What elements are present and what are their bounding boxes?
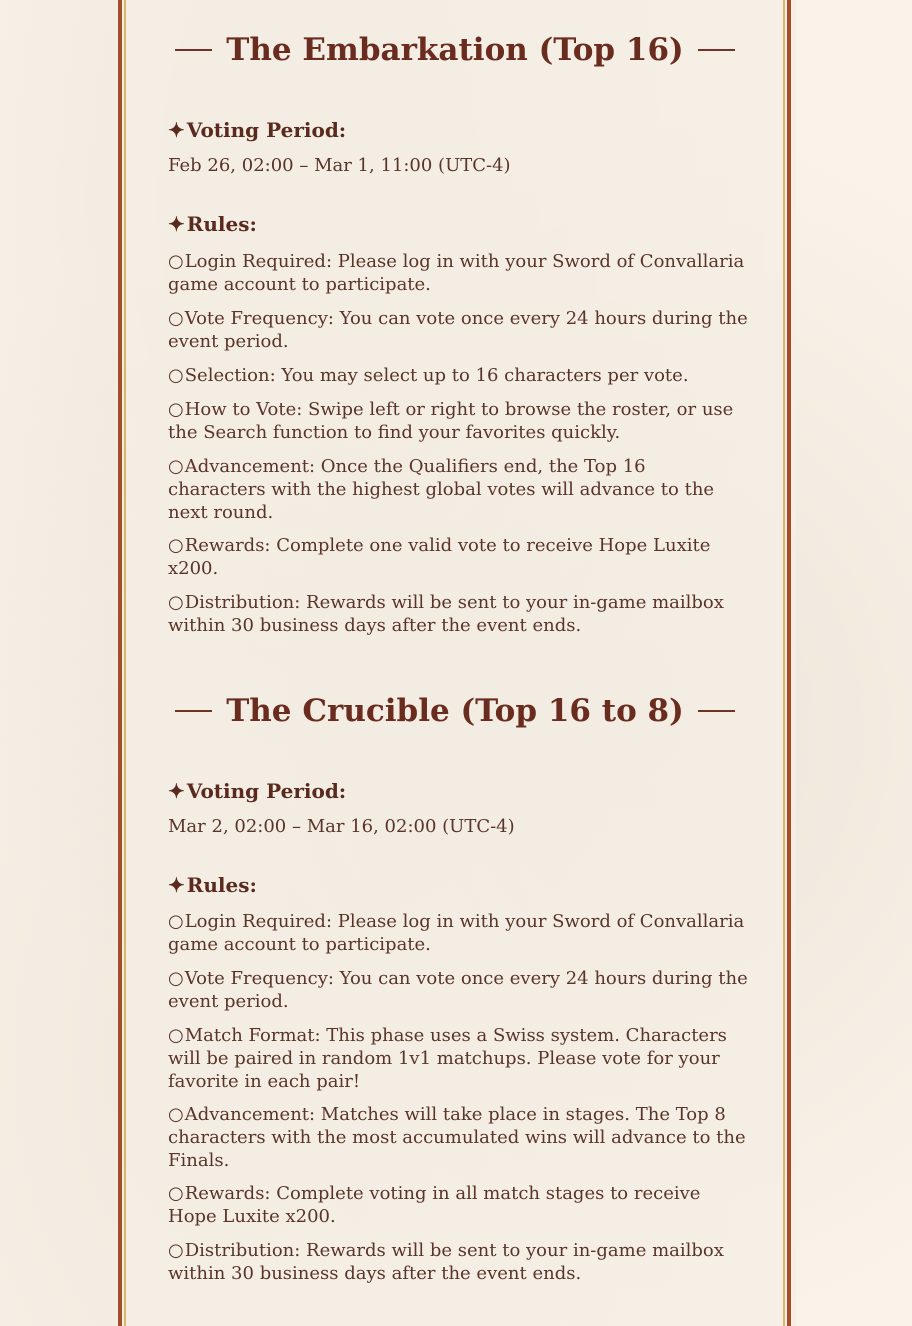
rule-item: ○Match Format: This phase uses a Swiss system. Characters will be paired in random 1v1 matchups. Please vote for your favorite in each pair! — [168, 1025, 727, 1092]
rule-item: ○Login Required: Please log in with your Sword of Convallaria game account to participate. — [168, 911, 745, 955]
voting-period-value: Mar 2, 02:00 – Mar 16, 02:00 (UTC-4) — [168, 816, 515, 837]
rules-label: ✦ Rules: — [168, 873, 257, 897]
panel-border-left — [116, 0, 128, 1326]
heading-divider-left — [175, 49, 212, 51]
circle-bullet-icon: ○ — [168, 251, 184, 272]
section-title: The Crucible (Top 16 to 8) — [226, 693, 684, 729]
circle-bullet-icon: ○ — [168, 592, 184, 613]
circle-bullet-icon: ○ — [168, 535, 184, 556]
rule-item: ○Vote Frequency: You can vote once every 24 hours during the event period. — [168, 968, 748, 1012]
circle-bullet-icon: ○ — [168, 1104, 184, 1125]
rule-item: ○Selection: You may select up to 16 characters per vote. — [168, 365, 689, 386]
star-icon: ✦ — [168, 212, 185, 236]
circle-bullet-icon: ○ — [168, 308, 184, 329]
circle-bullet-icon: ○ — [168, 456, 184, 477]
heading-divider-right — [698, 49, 735, 51]
rule-item: ○Rewards: Complete voting in all match stages to receive Hope Luxite x200. — [168, 1183, 701, 1227]
rules-label: ✦ Rules: — [168, 212, 257, 236]
heading-divider-right — [698, 710, 735, 712]
star-icon: ✦ — [168, 118, 185, 142]
circle-bullet-icon: ○ — [168, 968, 184, 989]
circle-bullet-icon: ○ — [168, 1183, 184, 1204]
rule-item: ○Login Required: Please log in with your Sword of Convallaria game account to participate. — [168, 251, 745, 295]
panel-border-right — [782, 0, 794, 1326]
heading-divider-left — [175, 710, 212, 712]
rule-item: ○Distribution: Rewards will be sent to your in-game mailbox within 30 business days after the event ends. — [168, 1240, 724, 1284]
section-heading — [175, 689, 735, 733]
section-heading — [175, 28, 735, 72]
circle-bullet-icon: ○ — [168, 399, 184, 420]
rule-item: ○Advancement: Once the Qualifiers end, the Top 16 characters with the highest global votes will advance to the next round. — [168, 456, 715, 523]
rule-item: ○Rewards: Complete one valid vote to receive Hope Luxite x200. — [168, 535, 711, 579]
rule-item: ○Distribution: Rewards will be sent to your in-game mailbox within 30 business days after the event ends. — [168, 592, 724, 636]
star-icon: ✦ — [168, 779, 185, 803]
rule-item: ○How to Vote: Swipe left or right to browse the roster, or use the Search function to find your favorites quickly. — [168, 399, 734, 443]
circle-bullet-icon: ○ — [168, 1025, 184, 1046]
circle-bullet-icon: ○ — [168, 911, 184, 932]
voting-period-value: Feb 26, 02:00 – Mar 1, 11:00 (UTC-4) — [168, 155, 511, 176]
voting-period-label: ✦ Voting Period: — [168, 118, 347, 142]
rule-item: ○Advancement: Matches will take place in stages. The Top 8 characters with the most accumulated wins will advance to the Finals. — [168, 1104, 746, 1171]
voting-period-label: ✦ Voting Period: — [168, 779, 347, 803]
circle-bullet-icon: ○ — [168, 365, 184, 386]
rule-item: ○Vote Frequency: You can vote once every 24 hours during the event period. — [168, 308, 748, 352]
circle-bullet-icon: ○ — [168, 1240, 184, 1261]
section-title: The Embarkation (Top 16) — [226, 32, 684, 68]
star-icon: ✦ — [168, 873, 185, 897]
